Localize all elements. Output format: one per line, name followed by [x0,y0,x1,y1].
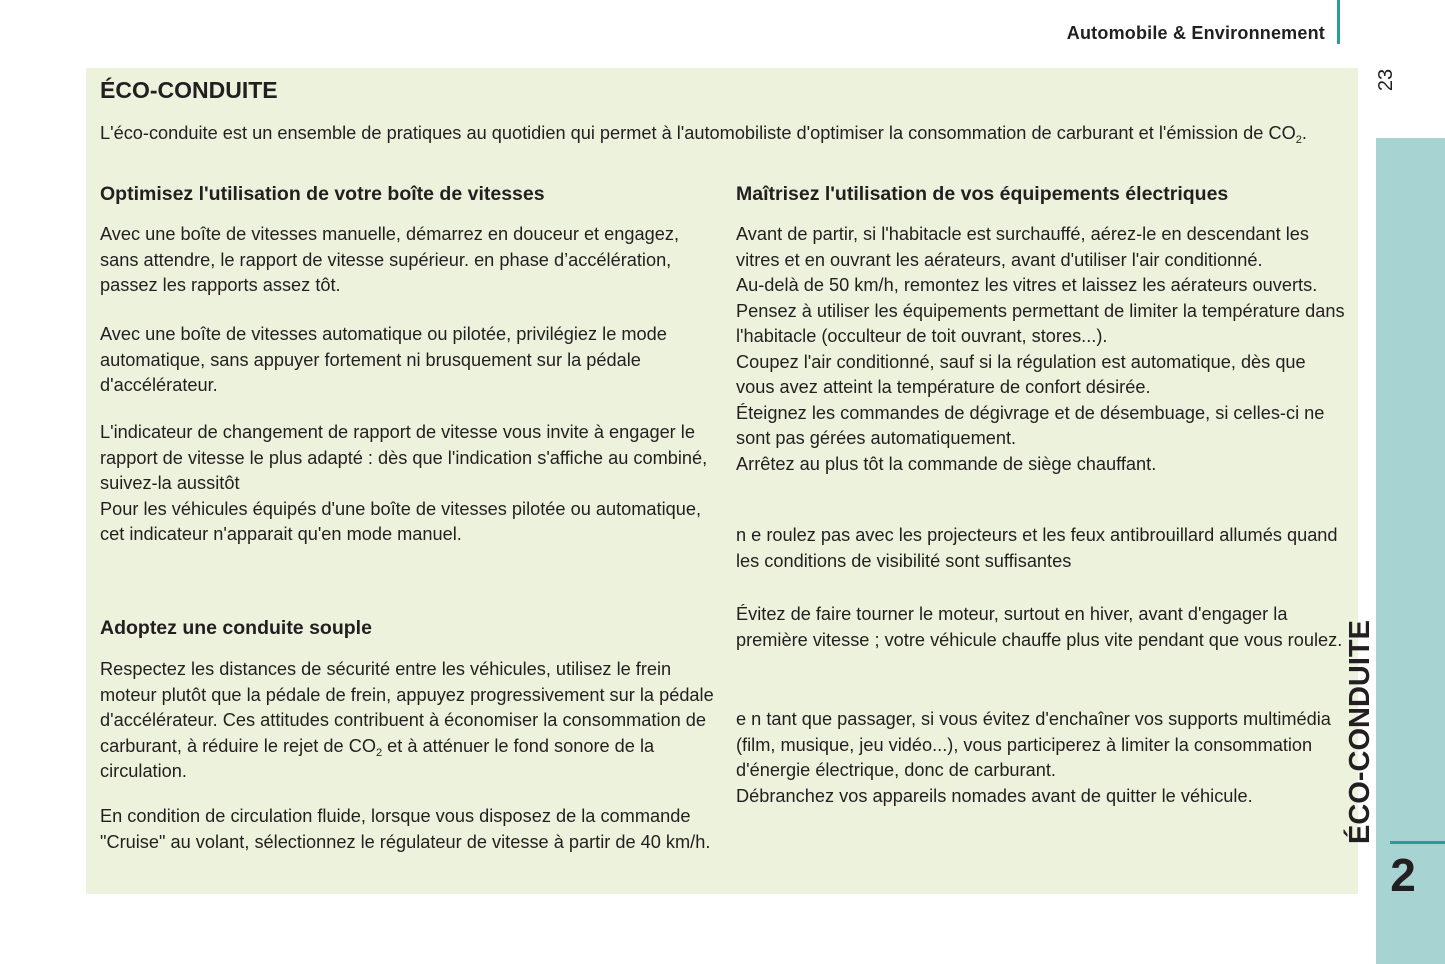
smooth-driving-heading: Adoptez une conduite souple [100,617,372,639]
unplug-tip: Débranchez vos appareils nomades avant de quitter le véhicule. [736,785,1253,806]
chapter-tab-label: ÉCO-CONDUITE [1344,620,1376,844]
passenger-tip: e n tant que passager, si vous évitez d'enchaîner vos supports multimédia (film, musique, jeu vidéo...), vous participerez à limiter la consommation d'énergie électrique, donc de carburant. [736,709,1331,780]
gearbox-heading: Optimisez l'utilisation de votre boîte de vitesses [100,183,545,205]
smooth-driving-paragraph-2: En condition de circulation fluide, lorsque vous disposez de la commande "Cruise" au volant, sélectionnez le régulateur de vitesse à partir de 40 km/h. [100,806,711,852]
page-title: ÉCO-CONDUITE [100,77,278,103]
electrical-tip-2: Au-delà de 50 km/h, remontez les vitres et laissez les aérateurs ouverts. [736,275,1318,295]
gearbox-paragraph-1: Avec une boîte de vitesses manuelle, démarrez en douceur et engagez, sans attendre, le rapport de vitesse supérieur. en phase d’accélération, passez les rapports assez tôt. [100,224,679,295]
electrical-paragraph-block [736,222,1348,477]
passenger-paragraph-block [736,707,1348,809]
gearbox-paragraph-2: Avec une boîte de vitesses automatique ou pilotée, privilégiez le mode automatique, sans appuyer fortement ni brusquement sur la pédale d'accélérateur. [100,324,667,395]
electrical-tip-4: Coupez l'air conditionné, sauf si la régulation est automatique, dès que vous avez atteint la température de confort désirée. [736,351,1306,397]
idling-paragraph: Évitez de faire tourner le moteur, surtout en hiver, avant d'engager la première vitesse ; votre véhicule chauffe plus vite pendant que vous roulez. [736,604,1343,650]
gear-indicator-note: Pour les véhicules équipés d'une boîte de vitesses pilotée ou automatique, cet indicateur n'apparait qu'en mode manuel. [100,498,702,544]
chapter-number: 2 [1390,849,1416,901]
gearbox-paragraph-3 [100,420,715,548]
electrical-tip-6: Arrêtez au plus tôt la commande de siège chauffant. [736,453,1157,474]
running-header: Automobile & Environnement [1066,23,1325,43]
gear-indicator-text: L'indicateur de changement de rapport de vitesse vous invite à engager le rapport de vitesse le plus adapté : dès que l'indication s'affiche au combiné, suivez-la aussitôt [100,422,708,493]
headlights-paragraph: n e roulez pas avec les projecteurs et les feux antibrouillard allumés quand les conditions de visibilité sont suffisantes [736,525,1338,571]
header-divider [1337,0,1340,44]
chapter-tab-divider [1390,841,1445,844]
electrical-tip-3: Pensez à utiliser les équipements permettant de limiter la température dans l'habitacle (occulteur de toit ouvrant, stores...). [736,300,1345,346]
electrical-heading: Maîtrisez l'utilisation de vos équipements électriques [736,183,1229,205]
smooth-driving-paragraph-1: Respectez les distances de sécurité entre les véhicules, utilisez le frein moteur plutôt que la pédale de frein, appuyez progressivement sur la pédale d'accélérateur. Ces attitudes contribuent à économiser la consommation de carburant, à réduire le rejet de $CO_2$ et à atténuer le fond sonore de la circulation. [100,659,714,781]
electrical-tip-5: Éteignez les commandes de dégivrage et de désembuage, si celles-ci ne sont pas gérées automatiquement. [736,402,1325,448]
page-number: 23 [1374,68,1397,92]
electrical-tip-1: Avant de partir, si l'habitacle est surchauffé, aérez-le en descendant les vitres et en ouvrant les aérateurs, avant d'utiliser l'air conditionné. [736,224,1310,270]
intro-paragraph: L'éco-conduite est un ensemble de pratiques au quotidien qui permet à l'automobiliste d'optimiser la consommation de carburant et l'émission de $CO_2$. [100,123,1307,146]
